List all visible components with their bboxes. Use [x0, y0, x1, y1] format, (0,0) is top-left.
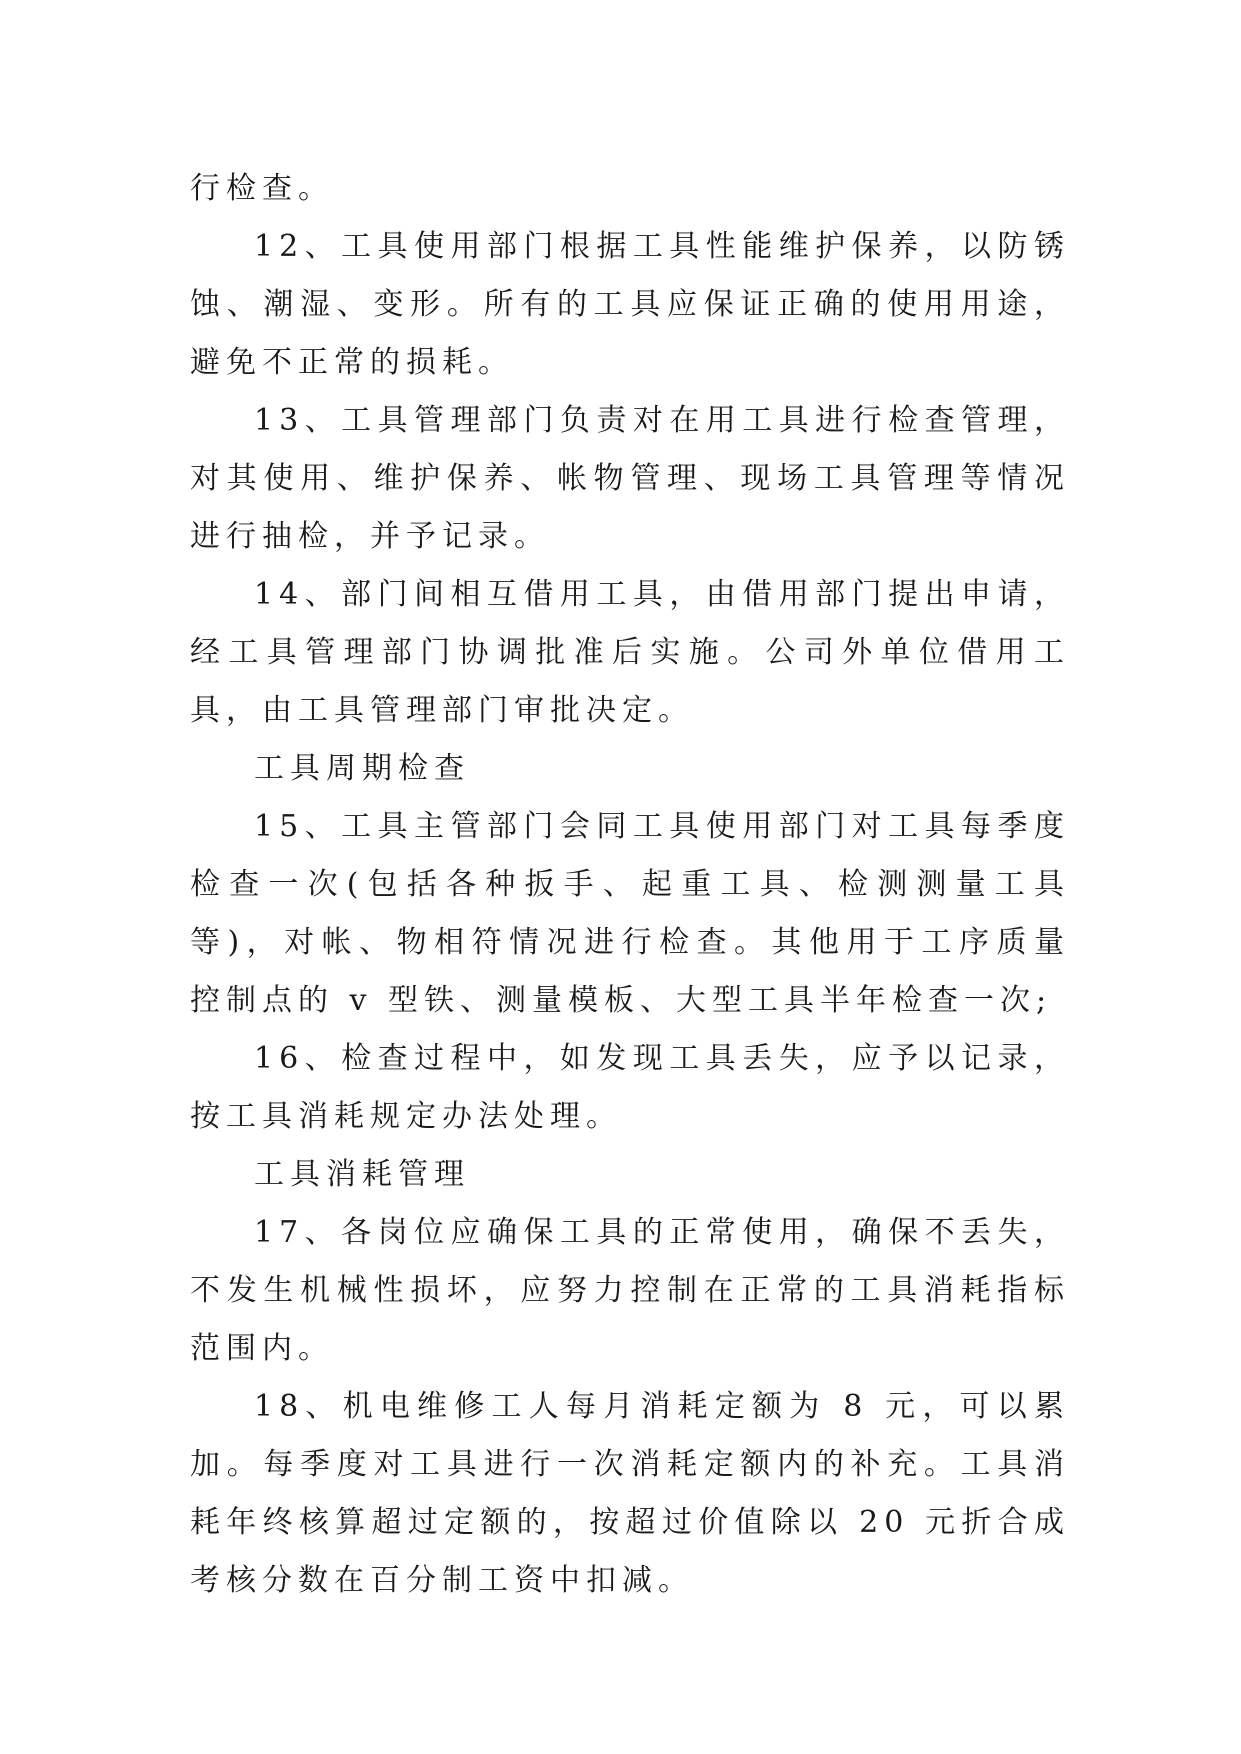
paragraph-13: 13、工具管理部门负责对在用工具进行检查管理，对其使用、维护保养、帐物管理、现场工具管理等情况进行抽检，并予记录。 [190, 403, 1070, 554]
document-body [190, 160, 1070, 1610]
paragraph-14: 14、部门间相互借用工具，由借用部门提出申请，经工具管理部门协调批准后实施。公司外单位借用工具，由工具管理部门审批决定。 [190, 577, 1070, 728]
paragraph-15: 15、工具主管部门会同工具使用部门对工具每季度检查一次(包括各种扳手、起重工具、检测测量工具等)，对帐、物相符情况进行检查。其他用于工序质量控制点的 v 型铁、测量模板、大型工具半年检查一次; [190, 809, 1070, 1018]
paragraph-16: 16、检查过程中，如发现工具丢失，应予以记录，按工具消耗规定办法处理。 [190, 1041, 1070, 1134]
section-heading-consumption: 工具消耗管理 [254, 1157, 470, 1192]
section-heading-periodic-check: 工具周期检查 [254, 751, 470, 786]
paragraph-12: 12、工具使用部门根据工具性能维护保养，以防锈蚀、潮湿、变形。所有的工具应保证正确的使用用途，避免不正常的损耗。 [190, 229, 1070, 380]
paragraph-17: 17、各岗位应确保工具的正常使用，确保不丢失，不发生机械性损坏，应努力控制在正常的工具消耗指标范围内。 [190, 1215, 1070, 1366]
paragraph-0: 行检查。 [190, 171, 334, 206]
paragraph-18: 18、机电维修工人每月消耗定额为 8 元，可以累加。每季度对工具进行一次消耗定额内的补充。工具消耗年终核算超过定额的，按超过价值除以 20 元折合成考核分数在百分制工资中扣减。 [190, 1389, 1070, 1598]
